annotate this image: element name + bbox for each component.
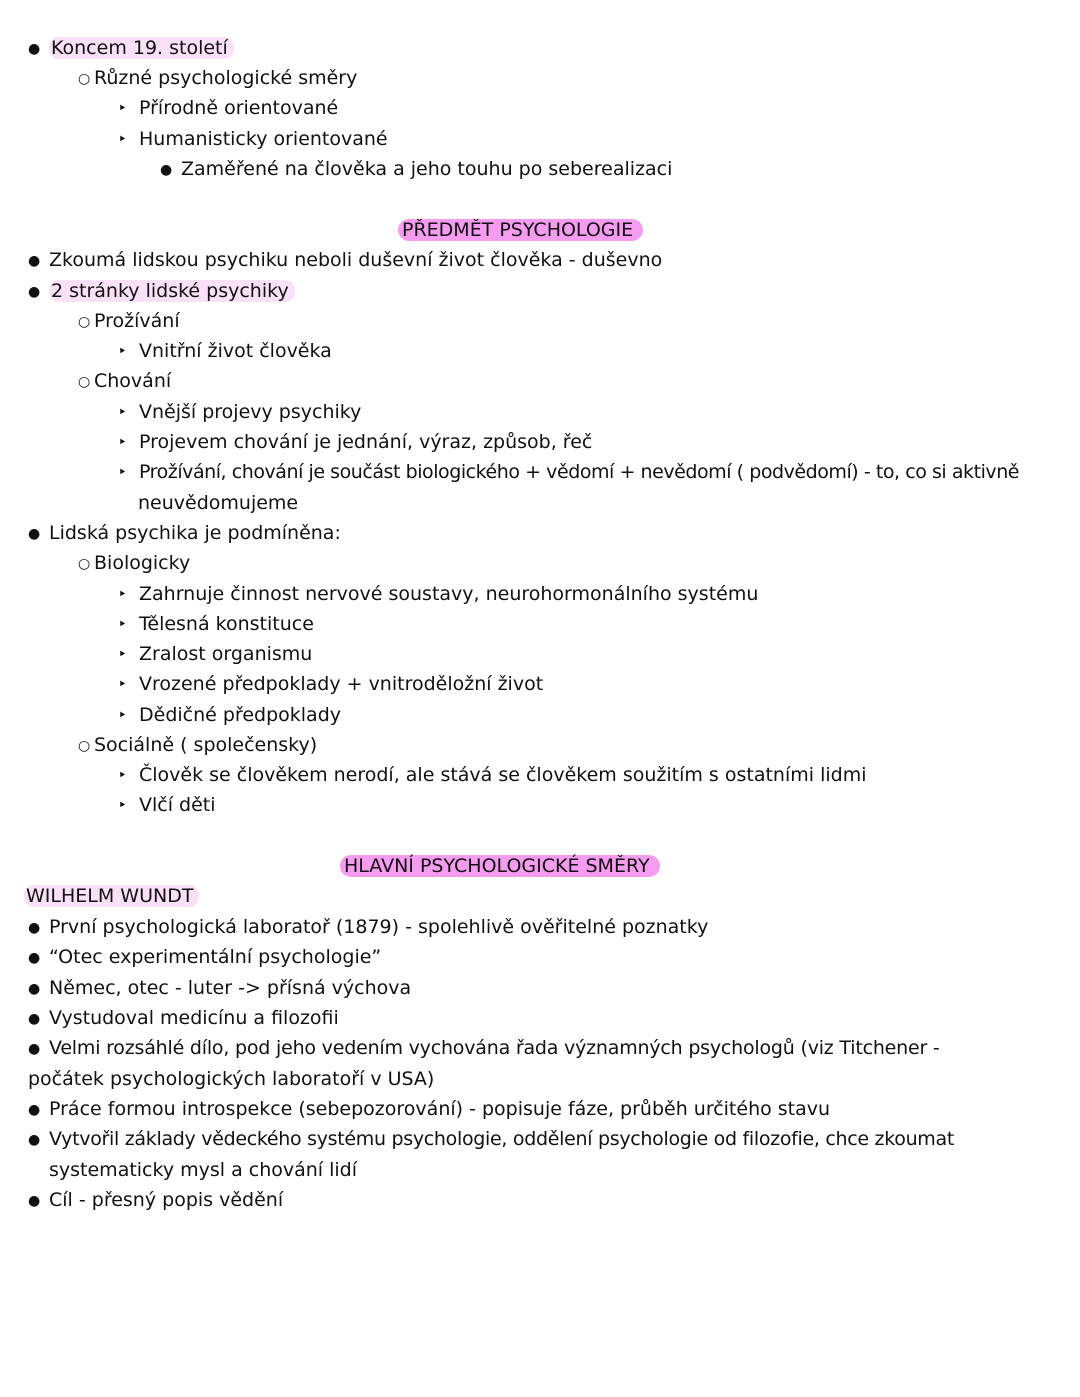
list-item-text: Vrozené předpoklady + vnitroděložní život	[139, 673, 544, 695]
list-item-text: Humanisticky orientované	[139, 128, 388, 150]
list-item-text: Přírodně orientované	[139, 97, 339, 119]
list-item-text: Dědičné předpoklady	[139, 704, 341, 726]
list-item-text: Chování	[94, 370, 172, 392]
bullet-triangle-icon	[118, 336, 139, 366]
bullet-disc-icon	[28, 276, 49, 307]
list-item	[118, 669, 543, 699]
list-item	[78, 730, 317, 760]
list-item-text: Velmi rozsáhlé dílo, pod jeho vedením vychována řada významných psychologů (viz Titchener -	[49, 1037, 940, 1059]
list-item	[118, 397, 361, 427]
list-item	[28, 1094, 830, 1124]
list-item-text: “Otec experimentální psychologie”	[49, 946, 382, 968]
bullet-disc-icon	[28, 245, 49, 276]
list-item	[118, 790, 216, 820]
section-heading-text: PŘEDMĚT PSYCHOLOGIE	[398, 219, 643, 241]
list-item-text: Biologicky	[94, 552, 191, 574]
list-item-text: 2 stránky lidské psychiky	[49, 280, 295, 302]
list-item	[28, 1124, 954, 1154]
list-item-text: Práce formou introspekce (sebepozorování) - popisuje fáze, průběh určitého stavu	[49, 1098, 831, 1120]
section-heading-text: HLAVNÍ PSYCHOLOGICKÉ SMĚRY	[340, 855, 660, 877]
list-item-text: Zahrnuje činnost nervové soustavy, neurohormonálního systému	[139, 583, 759, 605]
list-item	[118, 93, 338, 123]
list-item-text: Vnitřní život člověka	[139, 340, 332, 362]
bullet-triangle-icon	[118, 669, 139, 699]
list-item-text: Prožívání, chování je součást biologického + vědomí + nevědomí ( podvědomí) - to, co si aktivně	[139, 461, 1020, 483]
bullet-disc-icon	[28, 1003, 49, 1034]
list-item	[28, 942, 381, 972]
bullet-circle-icon	[78, 548, 94, 579]
list-item	[118, 457, 1019, 487]
bullet-circle-icon	[78, 63, 94, 94]
bullet-disc-icon	[28, 518, 49, 549]
list-item	[28, 276, 295, 306]
list-item-text: Zralost organismu	[139, 643, 313, 665]
list-item	[28, 33, 234, 63]
bullet-triangle-icon	[118, 427, 139, 457]
subsection-heading-text: WILHELM WUNDT	[24, 885, 199, 907]
bullet-disc-icon	[28, 33, 49, 64]
list-item	[78, 63, 357, 93]
bullet-disc-icon	[28, 1094, 49, 1125]
list-item	[118, 760, 866, 790]
list-item-continuation: systematicky mysl a chování lidí	[49, 1159, 358, 1181]
bullet-triangle-icon	[118, 700, 139, 730]
section-heading	[340, 853, 660, 879]
list-item	[78, 548, 190, 578]
bullet-triangle-icon	[118, 457, 139, 487]
bullet-triangle-icon	[118, 790, 139, 820]
list-item-text: Cíl - přesný popis vědění	[49, 1189, 284, 1211]
list-item	[28, 973, 411, 1003]
bullet-disc-icon	[28, 1185, 49, 1216]
list-item-text: Vlčí děti	[139, 794, 216, 816]
list-item	[118, 639, 312, 669]
list-item	[28, 1033, 940, 1063]
bullet-disc-icon	[160, 154, 181, 185]
list-item	[118, 336, 332, 366]
list-item-text: Vystudoval medicínu a filozofii	[49, 1007, 339, 1029]
section-heading	[398, 217, 643, 243]
list-item	[28, 518, 341, 548]
bullet-disc-icon	[28, 912, 49, 943]
list-item-continuation: neuvědomujeme	[138, 492, 299, 514]
bullet-disc-icon	[28, 942, 49, 973]
bullet-circle-icon	[78, 366, 94, 397]
bullet-triangle-icon	[118, 397, 139, 427]
list-item-continuation: počátek psychologických laboratoří v USA)	[28, 1068, 435, 1090]
list-item	[78, 366, 171, 396]
bullet-disc-icon	[28, 1033, 49, 1064]
bullet-disc-icon	[28, 973, 49, 1004]
list-item	[118, 700, 341, 730]
list-item	[28, 912, 708, 942]
list-item-text: Různé psychologické směry	[94, 67, 358, 89]
list-item-text: Prožívání	[94, 310, 180, 332]
bullet-circle-icon	[78, 306, 94, 337]
list-item-text: Sociálně ( společensky)	[94, 734, 318, 756]
list-item	[160, 154, 672, 184]
list-item-text: První psychologická laboratoř (1879) - spolehlivě ověřitelné poznatky	[49, 916, 709, 938]
bullet-triangle-icon	[118, 579, 139, 609]
list-item-text: Vnější projevy psychiky	[139, 401, 362, 423]
bullet-triangle-icon	[118, 609, 139, 639]
bullet-triangle-icon	[118, 760, 139, 790]
bullet-triangle-icon	[118, 124, 139, 154]
list-item	[118, 427, 592, 457]
list-item-text: Zkoumá lidskou psychiku neboli duševní život člověka - duševno	[49, 249, 663, 271]
list-item	[28, 245, 662, 275]
bullet-disc-icon	[28, 1124, 49, 1155]
list-item	[28, 1185, 283, 1215]
list-item	[118, 124, 388, 154]
list-item	[28, 1003, 339, 1033]
list-item-text: Koncem 19. století	[49, 37, 234, 59]
list-item	[118, 609, 314, 639]
list-item-text: Němec, otec - luter -> přísná výchova	[49, 977, 412, 999]
list-item-text: Projevem chování je jednání, výraz, způsob, řeč	[139, 431, 593, 453]
list-item-text: Lidská psychika je podmíněna:	[49, 522, 341, 544]
bullet-triangle-icon	[118, 639, 139, 669]
subsection-heading	[24, 883, 199, 909]
list-item	[118, 579, 758, 609]
list-item-text: Tělesná konstituce	[139, 613, 314, 635]
list-item-text: Vytvořil základy vědeckého systému psychologie, oddělení psychologie od filozofie, chce zkoumat	[49, 1128, 955, 1150]
list-item	[78, 306, 180, 336]
list-item-text: Člověk se člověkem nerodí, ale stává se člověkem soužitím s ostatními lidmi	[139, 764, 867, 786]
list-item-text: Zaměřené na člověka a jeho touhu po seberealizaci	[181, 158, 673, 180]
bullet-triangle-icon	[118, 93, 139, 123]
bullet-circle-icon	[78, 730, 94, 761]
